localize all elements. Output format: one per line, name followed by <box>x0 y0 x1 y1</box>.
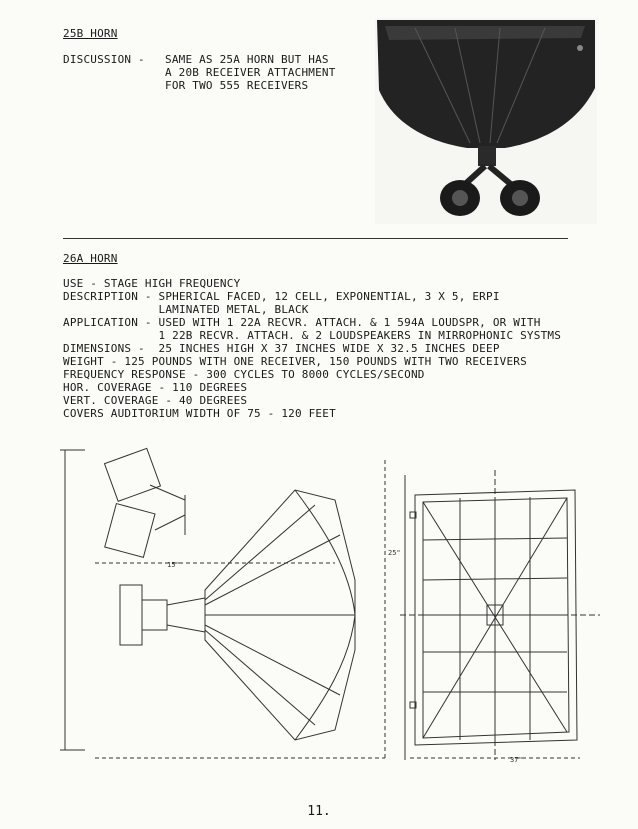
section-heading-25b: 25B HORN <box>63 27 118 40</box>
horn-photo <box>375 18 597 224</box>
spec-line-dimensions: DIMENSIONS - 25 INCHES HIGH X 37 INCHES WIDE X 32.5 INCHES DEEP <box>63 342 500 355</box>
spec-line-auditorium: COVERS AUDITORIUM WIDTH OF 75 - 120 FEET <box>63 407 336 420</box>
section-divider <box>63 238 568 239</box>
horn-technical-drawing <box>55 440 605 770</box>
spec-line-vert-coverage: VERT. COVERAGE - 40 DEGREES <box>63 394 248 407</box>
spec-line-hor-coverage: HOR. COVERAGE - 110 DEGREES <box>63 381 248 394</box>
discussion-line-2: A 20B RECEIVER ATTACHMENT <box>165 66 336 79</box>
discussion-line-1: SAME AS 25A HORN BUT HAS <box>165 53 329 66</box>
dimension-15in: 15" <box>167 561 180 569</box>
spec-line-description: DESCRIPTION - SPHERICAL FACED, 12 CELL, EXPONENTIAL, 3 X 5, ERPI <box>63 290 500 303</box>
section-heading-26a: 26A HORN <box>63 252 118 265</box>
spec-line-application-cont: 1 22B RECVR. ATTACH. & 2 LOUDSPEAKERS IN MIRROPHONIC SYSTMS <box>63 329 562 342</box>
page-number: 11. <box>307 804 331 819</box>
spec-line-frequency: FREQUENCY RESPONSE - 300 CYCLES TO 8000 CYCLES/SECOND <box>63 368 425 381</box>
discussion-label: DISCUSSION - <box>63 53 145 66</box>
spec-line-use: USE - STAGE HIGH FREQUENCY <box>63 277 241 290</box>
spec-line-application: APPLICATION - USED WITH 1 22A RECVR. ATTACH. & 1 594A LOUDSPR, OR WITH <box>63 316 541 329</box>
spec-line-description-cont: LAMINATED METAL, BLACK <box>63 303 309 316</box>
dimension-25in: 25" <box>388 549 401 557</box>
spec-line-weight: WEIGHT - 125 POUNDS WITH ONE RECEIVER, 150 POUNDS WITH TWO RECEIVERS <box>63 355 527 368</box>
discussion-line-3: FOR TWO 555 RECEIVERS <box>165 79 309 92</box>
dimension-37in: 37" <box>510 756 523 764</box>
